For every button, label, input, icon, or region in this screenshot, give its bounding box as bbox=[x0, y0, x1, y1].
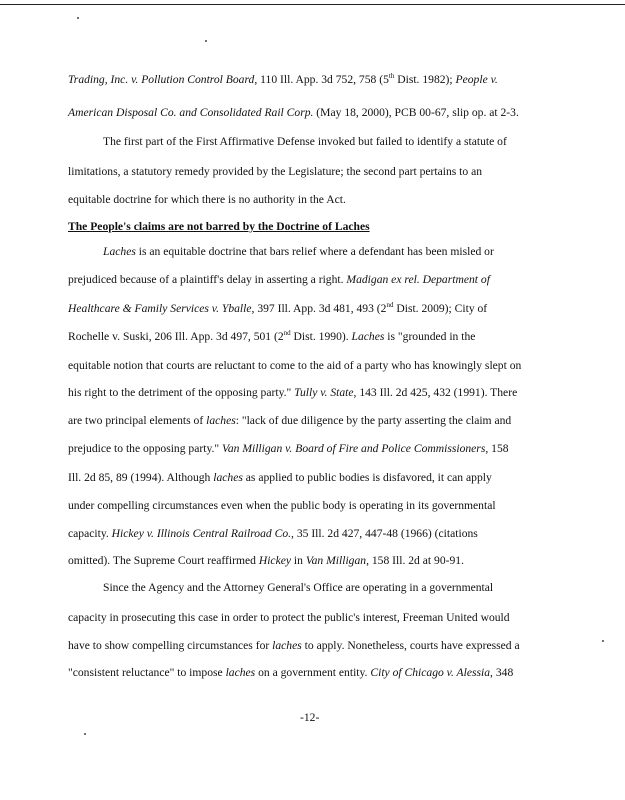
text-line bbox=[68, 499, 496, 513]
line-text: , 348 bbox=[490, 666, 514, 679]
scan-speck bbox=[77, 17, 79, 19]
ordinal-superscript: th bbox=[388, 72, 395, 81]
line-text: omitted). The Supreme Court reaffirmed bbox=[68, 554, 259, 567]
line-text: under compelling circumstances even when the public body is operating in its governmental bbox=[68, 499, 496, 512]
line-text: Dist. 2009); City of bbox=[393, 302, 488, 315]
italic-citation-text: People v. bbox=[455, 73, 498, 86]
line-text: Dist. 1982); bbox=[394, 73, 456, 86]
text-line bbox=[103, 581, 493, 595]
italic-citation-text: Van Milligan bbox=[305, 554, 367, 567]
ordinal-superscript: nd bbox=[386, 301, 394, 310]
line-text: The People's claims are not barred by the Doctrine of Laches bbox=[68, 220, 370, 233]
line-text: , 158 bbox=[485, 442, 509, 455]
line-text: equitable notion that courts are reluctant to come to the aid of a party who has knowingly slept on bbox=[68, 359, 522, 372]
line-text: equitable doctrine for which there is no authority in the Act. bbox=[68, 193, 346, 206]
italic-citation-text: Laches bbox=[103, 245, 136, 258]
text-line bbox=[68, 302, 487, 316]
italic-citation-text: Laches bbox=[351, 330, 385, 343]
line-text: is an equitable doctrine that bars relief where a defendant has been misled or bbox=[135, 245, 494, 258]
italic-citation-text: American Disposal Co. and Consolidated Rail Corp. bbox=[68, 106, 314, 119]
line-text: limitations, a statutory remedy provided by the Legislature; the second part pertains to an bbox=[68, 165, 483, 178]
scan-speck bbox=[84, 733, 86, 735]
page-number: -12- bbox=[300, 711, 320, 724]
line-text: is "grounded in the bbox=[384, 330, 476, 343]
text-line bbox=[68, 165, 482, 179]
line-text: Since the Agency and the Attorney General's Office are operating in a governmental bbox=[103, 581, 494, 594]
line-text: Rochelle v. Suski, 206 Ill. App. 3d 497, 501 (2 bbox=[68, 330, 284, 343]
text-line bbox=[68, 666, 513, 680]
text-line bbox=[68, 471, 492, 485]
text-line bbox=[68, 106, 519, 120]
text-line bbox=[103, 135, 507, 149]
line-text: his right to the detriment of the opposing party." bbox=[68, 386, 295, 399]
line-text: capacity in prosecuting this case in order to protect the public's interest, Freeman United would bbox=[68, 611, 510, 624]
text-line bbox=[68, 193, 346, 207]
italic-citation-text: Trading, Inc. v. Pollution Control Board bbox=[68, 73, 255, 86]
text-line bbox=[68, 73, 498, 87]
italic-citation-text: Van Milligan v. Board of Fire and Police Commissioners bbox=[222, 442, 486, 455]
italic-citation-text: laches bbox=[272, 639, 302, 652]
top-border-line bbox=[0, 4, 625, 5]
text-line bbox=[68, 273, 490, 287]
line-text: , 143 Ill. 2d 425, 432 (1991). There bbox=[353, 386, 518, 399]
text-line bbox=[68, 414, 511, 428]
text-line bbox=[68, 527, 478, 541]
line-text: capacity. bbox=[68, 527, 112, 540]
italic-citation-text: Hickey v. Illinois Central Railroad Co. bbox=[111, 527, 292, 540]
text-line bbox=[68, 554, 464, 568]
text-line bbox=[103, 245, 494, 259]
italic-citation-text: laches bbox=[206, 414, 236, 427]
line-text: "consistent reluctance" to impose bbox=[68, 666, 226, 679]
scan-speck bbox=[602, 640, 604, 642]
text-line bbox=[68, 442, 509, 456]
text-line bbox=[68, 611, 510, 625]
line-text: The first part of the First Affirmative Defense invoked but failed to identify a statute of bbox=[103, 135, 507, 148]
text-line bbox=[68, 359, 521, 373]
italic-citation-text: Hickey bbox=[258, 554, 292, 567]
line-text: prejudiced because of a plaintiff's delay in asserting a right. bbox=[68, 273, 347, 286]
section-heading bbox=[68, 220, 370, 234]
scan-speck bbox=[205, 40, 207, 42]
text-line bbox=[68, 330, 475, 344]
line-text: Ill. 2d 85, 89 (1994). Although bbox=[68, 471, 214, 484]
line-text: on a government entity. bbox=[255, 666, 371, 679]
italic-citation-text: Healthcare & Family Services v. Yballe bbox=[68, 302, 252, 315]
line-text: as applied to public bodies is disfavored, it can apply bbox=[242, 471, 492, 484]
line-text: to apply. Nonetheless, courts have expressed a bbox=[301, 639, 520, 652]
line-text: , 158 Ill. 2d at 90-91. bbox=[366, 554, 464, 567]
text-line bbox=[68, 386, 517, 400]
italic-citation-text: Madigan ex rel. Department of bbox=[346, 273, 490, 286]
line-text: Dist. 1990). bbox=[290, 330, 352, 343]
italic-citation-text: laches bbox=[213, 471, 243, 484]
italic-citation-text: Tully v. State bbox=[294, 386, 354, 399]
line-text: : "lack of due diligence by the party asserting the claim and bbox=[235, 414, 512, 427]
line-text: have to show compelling circumstances for bbox=[68, 639, 273, 652]
line-text: , 35 Ill. 2d 427, 447-48 (1966) (citations bbox=[291, 527, 478, 540]
text-line bbox=[68, 639, 520, 653]
italic-citation-text: City of Chicago v. Alessia bbox=[370, 666, 491, 679]
line-text: (May 18, 2000), PCB 00-67, slip op. at 2-3. bbox=[313, 106, 519, 119]
line-text: , 397 Ill. App. 3d 481, 493 (2 bbox=[251, 302, 387, 315]
line-text: are two principal elements of bbox=[68, 414, 207, 427]
italic-citation-text: laches bbox=[225, 666, 256, 679]
line-text: in bbox=[291, 554, 306, 567]
line-text: , 110 Ill. App. 3d 752, 758 (5 bbox=[254, 73, 389, 86]
ordinal-superscript: nd bbox=[283, 329, 291, 338]
line-text: prejudice to the opposing party." bbox=[68, 442, 223, 455]
